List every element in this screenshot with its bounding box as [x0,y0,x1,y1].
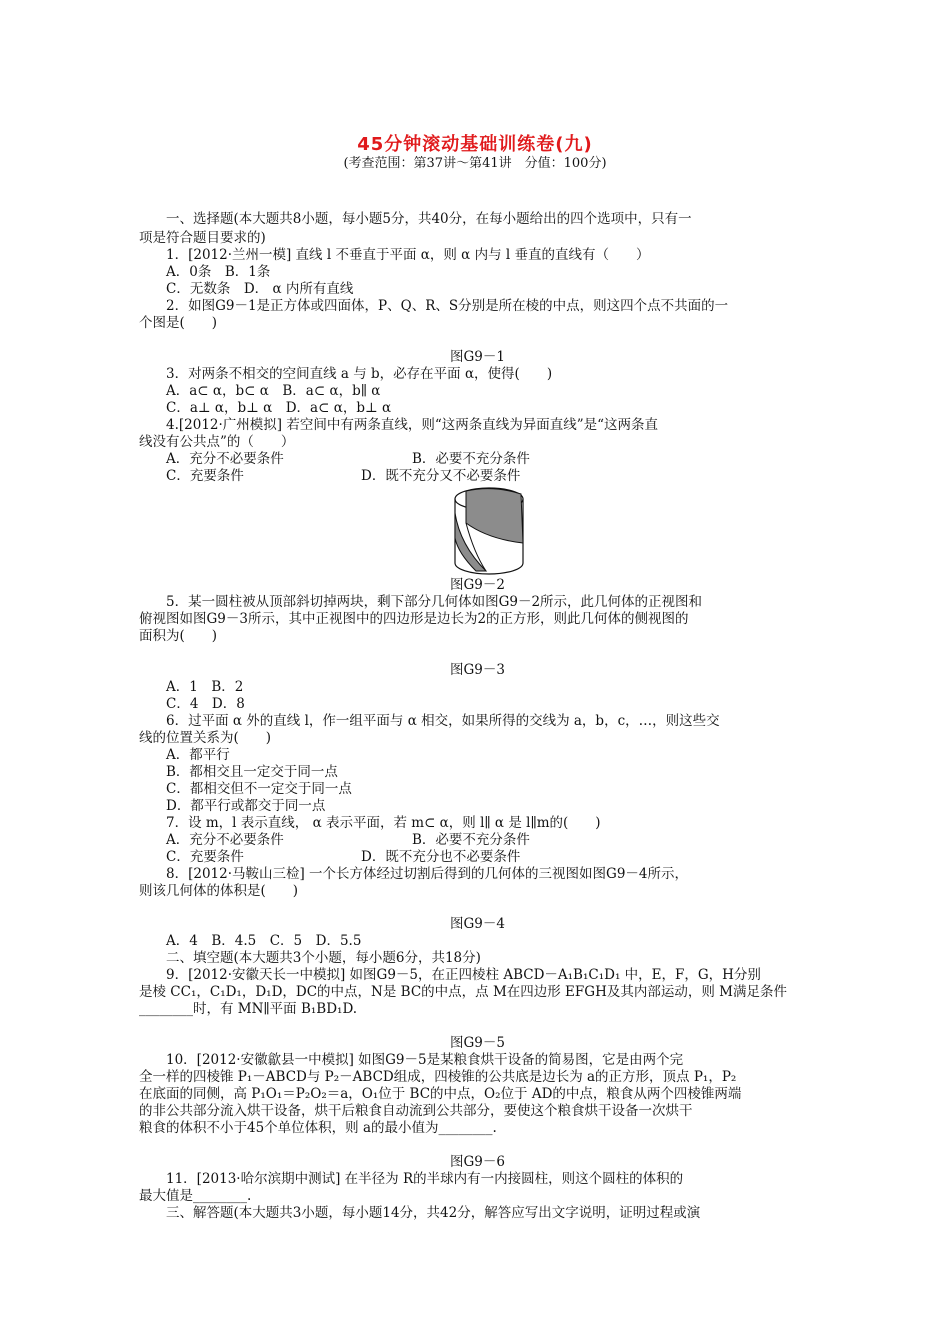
cut-cylinder-figure [448,483,530,579]
q2-stem-line2: 个图是( ) [139,315,218,331]
page-subtitle: (考查范围：第37讲～第41讲 分值：100分) [343,156,607,171]
q7-option-d: D．既不充分也不必要条件 [361,849,521,865]
page-title: 45分钟滚动基础训练卷(九) [357,134,593,155]
q11-stem-line1: 11．[2013·哈尔滨期中测试] 在半径为 R的半球内有一内接圆柱，则这个圆柱的体积的 [166,1171,684,1187]
q9-stem-line1: 9．[2012·安徽天长一中模拟] 如图G9－5，在正四棱柱 ABCD－A₁B₁C₁D₁ 中，E，F，G，H分别 [166,967,761,983]
q1-options-cd: C．无数条 D． α 内所有直线 [166,281,354,297]
q6-stem-line1: 6．过平面 α 外的直线 l，作一组平面与 α 相交，如果所得的交线为 a，b，c，…，则这些交 [166,713,720,729]
q5-figure-caption: 图G9－3 [450,662,505,678]
q7-stem: 7．设 m，l 表示直线， α 表示平面，若 m⊂ α，则 l∥ α 是 l∥m的( ) [166,815,601,831]
q10-stem-line3: 在底面的同侧，高 P₁O₁＝P₂O₂＝a，O₁位于 BC的中点，O₂位于 AD的中点，粮食从两个四棱锥两端 [139,1086,742,1102]
q3-options-cd: C．a⊥ α，b⊥ α D．a⊂ α，b⊥ α [166,400,392,416]
q7-option-c: C．充要条件 [166,849,244,865]
q5-stem-line2: 俯视图如图G9－3所示，其中正视图中的四边形是边长为2的正方形，则此几何体的侧视图的 [139,611,689,627]
cut-face-upper [466,489,523,543]
q5-stem-line1: 5．某一圆柱被从顶部斜切掉两块，剩下部分几何体如图G9－2所示，此几何体的正视图和 [166,594,703,610]
q1-options-ab: A．0条 B．1条 [166,264,271,280]
q6-option-a: A．都平行 [166,747,230,763]
section3-intro: 三、解答题(本大题共3小题，每小题14分，共42分，解答应写出文字说明，证明过程或演 [166,1205,701,1221]
q3-options-ab: A．a⊂ α，b⊂ α B．a⊂ α，b∥ α [166,383,381,399]
q4-option-d: D．既不充分又不必要条件 [361,468,521,484]
q8-stem-line2: 则该几何体的体积是( ) [139,883,299,899]
q2-figure-caption: 图G9－1 [450,349,505,365]
q9-stem-line3: ________时，有 MN∥平面 B₁BD₁D. [139,1001,358,1017]
q3-stem: 3．对两条不相交的空间直线 a 与 b，必存在平面 α，使得( ) [166,366,553,382]
q7-option-b: B．必要不充分条件 [412,832,530,848]
q9-stem-line2: 是棱 CC₁，C₁D₁，D₁D，DC的中点，N是 BC的中点，点 M在四边形 EFGH及其内部运动，则 M满足条件 [139,984,787,1000]
q10-stem-line4: 的非公共部分流入烘干设备，烘干后粮食自动流到公共部分，要使这个粮食烘干设备一次烘干 [139,1103,693,1119]
q10-stem-line1: 10．[2012·安徽歙县一中模拟] 如图G9－5是某粮食烘干设备的简易图，它是由两个完 [166,1052,684,1068]
section1-intro-line1: 一、选择题(本大题共8小题，每小题5分，共40分，在每小题给出的四个选项中，只有一 [166,211,692,227]
q7-option-a: A．充分不必要条件 [166,832,284,848]
q6-option-b: B．都相交且一定交于同一点 [166,764,338,780]
q6-stem-line2: 线的位置关系为( ) [139,730,272,746]
q4-option-a: A．充分不必要条件 [166,451,284,467]
q10-stem-line5: 粮食的体积不小于45个单位体积，则 a的最小值为________. [139,1120,497,1136]
q11-stem-line2: 最大值是________. [139,1188,252,1204]
q5-options-cd: C．4 D．8 [166,696,245,712]
q4-stem-line1: 4.[2012·广州模拟] 若空间中有两条直线，则“这两条直线为异面直线”是“这两条直 [166,417,659,433]
q8-figure-caption: 图G9－4 [450,916,505,932]
q6-option-d: D．都平行或都交于同一点 [166,798,326,814]
q1-stem: 1．[2012·兰州一模] 直线 l 不垂直于平面 α，则 α 内与 l 垂直的直线有（ ） [166,247,650,263]
q10-stem-line2: 全一样的四棱锥 P₁－ABCD与 P₂－ABCD组成，四棱锥的公共底是边长为 a的正方形，顶点 P₁，P₂ [139,1069,737,1085]
q2-stem-line1: 2．如图G9－1是正方体或四面体，P、Q、R、S分别是所在棱的中点，则这四个点不共面的一 [166,298,729,314]
q5-options-ab: A．1 B．2 [166,679,244,695]
q8-options: A．4 B．4.5 C．5 D．5.5 [166,933,362,949]
section2-intro: 二、填空题(本大题共3个小题，每小题6分，共18分) [166,950,481,966]
section1-intro-line2: 项是符合题目要求的) [139,230,266,246]
q4-option-b: B．必要不充分条件 [412,451,530,467]
q4-figure-caption: 图G9－2 [450,577,505,593]
q6-option-c: C．都相交但不一定交于同一点 [166,781,352,797]
q9-figure-caption: 图G9－5 [450,1035,505,1051]
q10-figure-caption: 图G9－6 [450,1154,505,1170]
q4-stem-line2: 线没有公共点”的（ ） [139,434,295,450]
q8-stem-line1: 8．[2012·马鞍山三检] 一个长方体经过切割后得到的几何体的三视图如图G9－4所示， [166,866,689,882]
q4-option-c: C．充要条件 [166,468,244,484]
q5-stem-line3: 面积为( ) [139,628,218,644]
